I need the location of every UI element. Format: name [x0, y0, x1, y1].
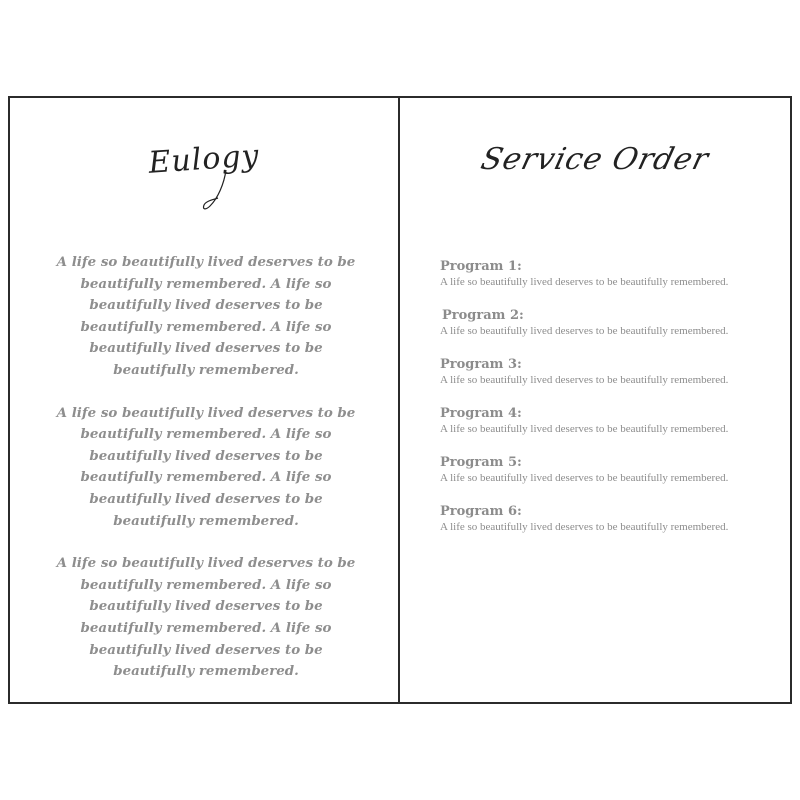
program-description: A life so beautifully lived deserves to be beautifully remembered.	[440, 472, 729, 484]
eulogy-paragraph: A life so beautifully lived deserves to be beautifully remembered. A life so beautifully lived deserves to be beautifully remembered. A life so beautifully lived deserves to be beautifully remembered.	[56, 555, 356, 680]
program-description: A life so beautifully lived deserves to be beautifully remembered.	[440, 374, 729, 386]
program-description: A life so beautifully lived deserves to be beautifully remembered.	[440, 521, 729, 533]
program-item	[440, 258, 770, 307]
service-order-title: Service Order	[477, 142, 713, 177]
program-title: Program 1:	[440, 259, 522, 274]
eulogy-paragraph: A life so beautifully lived deserves to be beautifully remembered. A life so beautifully lived deserves to be beautifully remembered. A life so beautifully lived deserves to be beautifully remembered.	[56, 254, 356, 378]
program-item	[440, 356, 770, 405]
program-title: Program 5:	[440, 455, 522, 470]
program-item	[440, 503, 770, 552]
program-item	[440, 307, 770, 356]
program-description: A life so beautifully lived deserves to be beautifully remembered.	[440, 423, 729, 435]
eulogy-title: Eulogy	[147, 138, 261, 181]
program-item	[440, 454, 770, 503]
eulogy-page	[10, 98, 400, 702]
service-order-page	[400, 98, 790, 702]
program-description: A life so beautifully lived deserves to be beautifully remembered.	[440, 325, 729, 337]
program-item	[440, 405, 770, 454]
program-title: Program 6:	[440, 504, 522, 519]
program-title: Program 2:	[442, 308, 524, 323]
program-description: A life so beautifully lived deserves to be beautifully remembered.	[440, 276, 729, 288]
eulogy-paragraph: A life so beautifully lived deserves to be beautifully remembered. A life so beautifully lived deserves to be beautifully remembered. A life so beautifully lived deserves to be beautifully remembered.	[56, 404, 356, 529]
program-title: Program 3:	[440, 357, 522, 372]
eulogy-body	[50, 252, 362, 704]
program-title: Program 4:	[440, 406, 522, 421]
program-list	[440, 258, 770, 552]
title-flourish	[196, 168, 236, 212]
program-spread	[8, 96, 792, 704]
